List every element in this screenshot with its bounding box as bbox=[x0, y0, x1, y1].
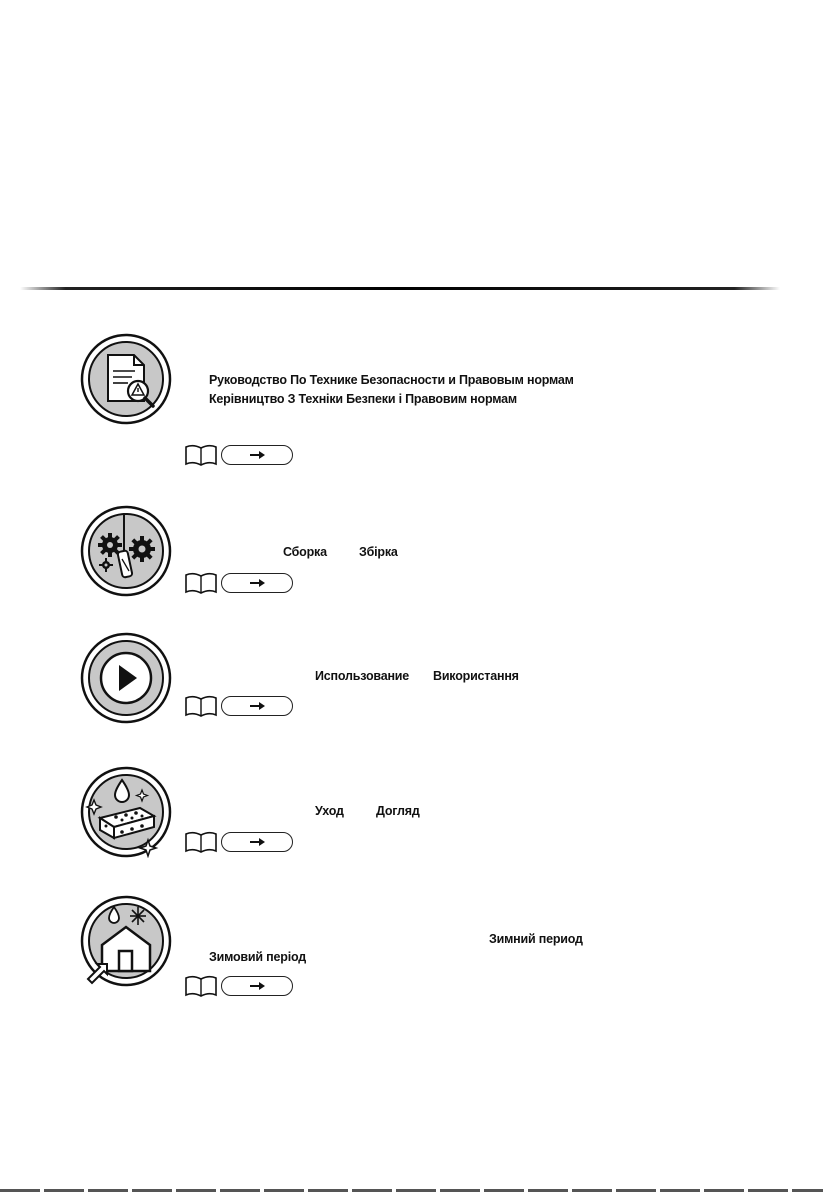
arrow-right-icon bbox=[246, 450, 268, 460]
section-title-ru: Использование bbox=[315, 669, 410, 683]
page-link-button[interactable] bbox=[221, 573, 293, 593]
book-icon bbox=[183, 694, 219, 718]
section-title-uk: Збірка bbox=[359, 545, 398, 559]
section-title-uk: Догляд bbox=[376, 804, 420, 818]
arrow-right-icon bbox=[246, 981, 268, 991]
page-link-button[interactable] bbox=[221, 696, 293, 716]
section-title-ru: Уход bbox=[315, 804, 344, 818]
book-icon bbox=[183, 443, 219, 467]
arrow-right-icon bbox=[246, 578, 268, 588]
page-link-button[interactable] bbox=[221, 832, 293, 852]
page-reference[interactable] bbox=[183, 571, 295, 595]
page-link-button[interactable] bbox=[221, 445, 293, 465]
play-icon bbox=[80, 632, 172, 724]
book-icon bbox=[183, 974, 219, 998]
sponge-care-icon bbox=[80, 766, 172, 858]
assembly-gears-screwdriver-icon bbox=[80, 505, 172, 597]
safety-document-icon bbox=[80, 333, 172, 425]
page-reference[interactable] bbox=[183, 694, 295, 718]
section-title-ru: Зимний период bbox=[489, 932, 583, 946]
page-reference[interactable] bbox=[183, 443, 295, 467]
arrow-right-icon bbox=[246, 701, 268, 711]
header-rule bbox=[20, 287, 780, 290]
book-icon bbox=[183, 571, 219, 595]
arrow-right-icon bbox=[246, 837, 268, 847]
section-title-uk: Використання bbox=[433, 669, 519, 683]
section-title-uk: Керівництво З Техніки Безпеки і Правовим нормам bbox=[209, 392, 517, 406]
book-icon bbox=[183, 830, 219, 854]
page-reference[interactable] bbox=[183, 974, 295, 998]
page-reference[interactable] bbox=[183, 830, 295, 854]
page-link-button[interactable] bbox=[221, 976, 293, 996]
section-title-ru: Сборка bbox=[283, 545, 327, 559]
section-title-ru: Руководство По Технике Безопасности и Правовым нормам bbox=[209, 373, 574, 387]
winter-house-icon bbox=[80, 895, 172, 987]
section-title-uk: Зимовий період bbox=[209, 950, 306, 964]
